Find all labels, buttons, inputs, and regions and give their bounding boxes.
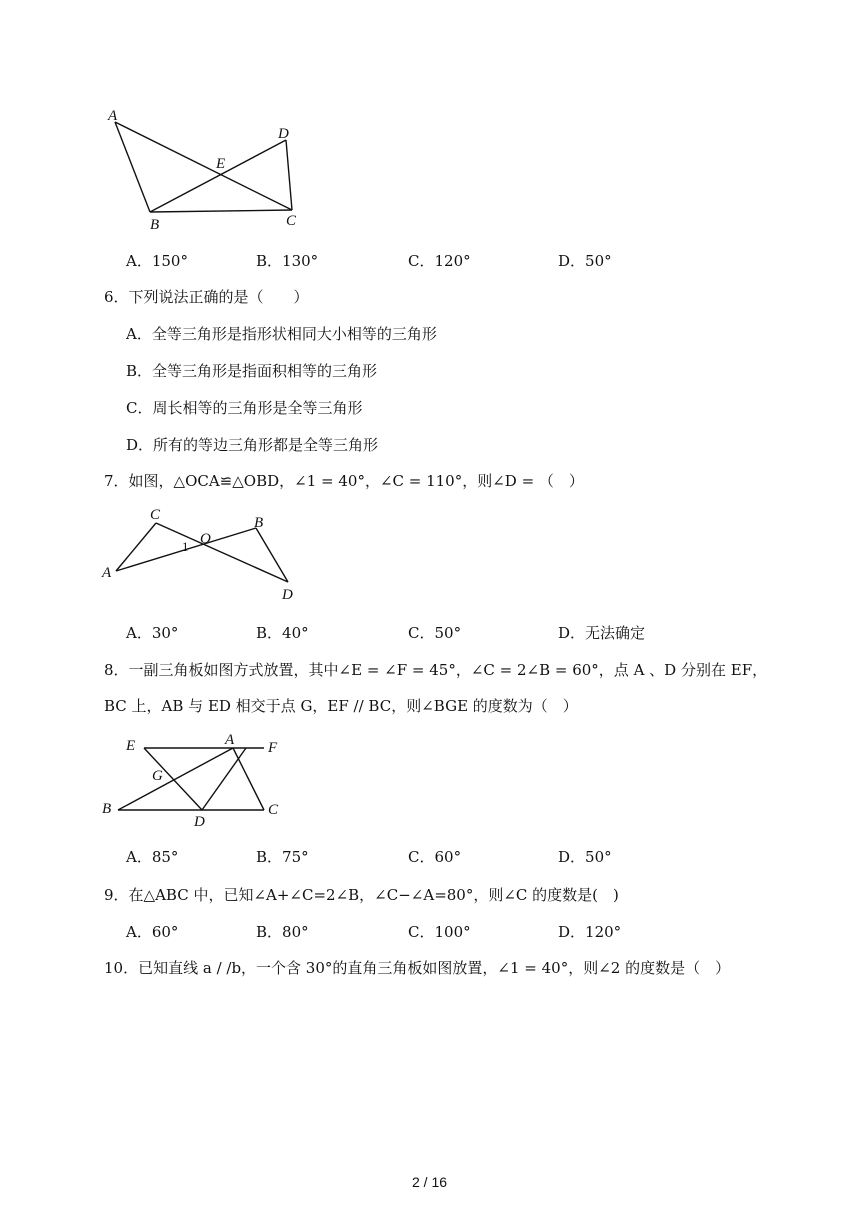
label-C: C [150, 507, 161, 523]
label-D: D [194, 814, 205, 830]
label-O: O [200, 531, 211, 547]
q7-stem: 7．如图，△OCA≌△OBD，∠1 = 40°，∠C = 110°，则∠D = （ ） [104, 472, 584, 490]
q6-option-a[interactable]: A．全等三角形是指形状相同大小相等的三角形 [126, 325, 437, 343]
label-D: D [282, 587, 293, 603]
label-B: B [254, 515, 264, 531]
q6-option-b[interactable]: B．全等三角形是指面积相等的三角形 [126, 362, 378, 380]
label-A: A [225, 732, 235, 748]
q8-option-d[interactable]: D．50° [558, 848, 612, 866]
label-B: B [102, 801, 112, 817]
q7-option-d[interactable]: D．无法确定 [558, 624, 646, 642]
q8-stem-line2: BC 上，AB 与 ED 相交于点 G，EF // BC，则∠BGE 的度数为（ ） [104, 697, 578, 715]
q9-option-a[interactable]: A．60° [126, 923, 179, 941]
q7-option-b[interactable]: B．40° [256, 624, 309, 642]
q8-option-a[interactable]: A．85° [126, 848, 179, 866]
label-D: D [278, 126, 289, 142]
label-F: F [268, 740, 278, 756]
q9-option-c[interactable]: C．100° [408, 923, 471, 941]
q8-stem-line1: 8．一副三角板如图方式放置，其中∠E = ∠F = 45°，∠C = 2∠B = 60°，点 A 、D 分别在 EF， [104, 661, 768, 679]
label-C: C [268, 802, 279, 818]
label-E: E [126, 738, 136, 754]
page-number: 2 / 16 [412, 1174, 448, 1190]
label-1: 1 [182, 539, 189, 554]
q5-figure [100, 100, 320, 235]
q9-option-d[interactable]: D．120° [558, 923, 622, 941]
q5-option-c[interactable]: C．120° [408, 252, 471, 270]
q7-option-a[interactable]: A．30° [126, 624, 179, 642]
q8-option-b[interactable]: B．75° [256, 848, 309, 866]
q6-option-c[interactable]: C．周长相等的三角形是全等三角形 [126, 399, 363, 417]
q9-option-b[interactable]: B．80° [256, 923, 309, 941]
q8-option-c[interactable]: C．60° [408, 848, 462, 866]
q6-stem: 6．下列说法正确的是（ ） [104, 288, 309, 306]
q7-option-c[interactable]: C．50° [408, 624, 462, 642]
label-C: C [286, 213, 297, 229]
q5-option-d[interactable]: D．50° [558, 252, 612, 270]
q5-option-a[interactable]: A．150° [126, 252, 188, 270]
q10-stem: 10．已知直线 a / /b，一个含 30°的直角三角板如图放置，∠1 = 40°，则∠2 的度数是（ ） [104, 959, 731, 977]
label-G: G [152, 768, 163, 784]
q9-stem: 9．在△ABC 中，已知∠A+∠C=2∠B，∠C−∠A=80°，则∠C 的度数是( ) [104, 886, 619, 904]
label-A: A [102, 565, 112, 581]
label-A: A [108, 108, 118, 124]
q5-option-b[interactable]: B．130° [256, 252, 319, 270]
label-E: E [216, 156, 226, 172]
q8-figure [98, 730, 298, 830]
q6-option-d[interactable]: D．所有的等边三角形都是全等三角形 [126, 436, 379, 454]
label-B: B [150, 217, 160, 233]
q7-figure [98, 505, 308, 605]
